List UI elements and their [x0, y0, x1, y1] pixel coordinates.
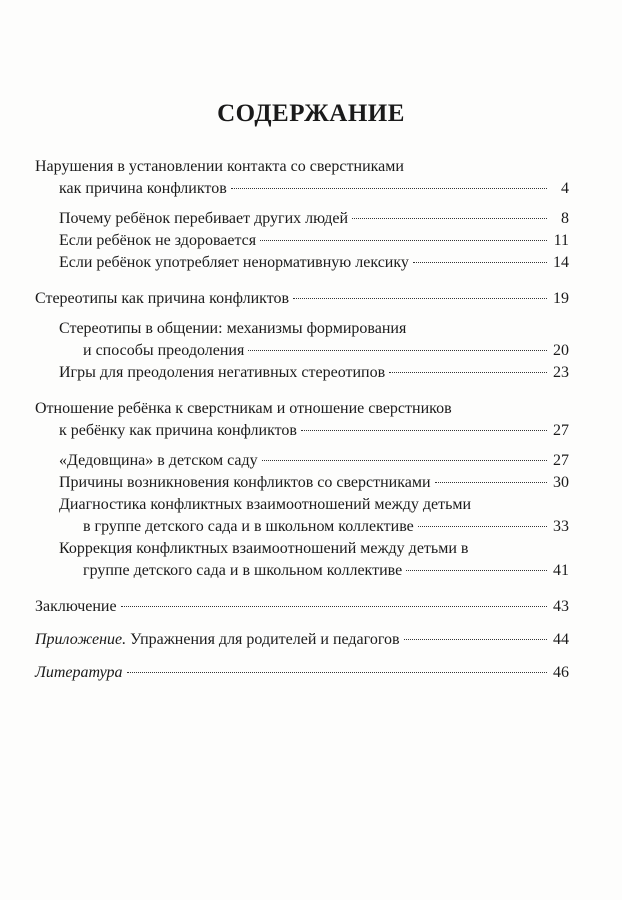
toc-leader-dots [418, 526, 547, 527]
toc-entry[interactable] [35, 629, 569, 651]
toc-spacer [35, 442, 569, 450]
toc-leader-dots [404, 639, 547, 640]
toc-leader-dots [231, 188, 547, 189]
toc-entry-line [35, 629, 569, 651]
toc-entry[interactable] [35, 362, 569, 384]
toc-spacer [35, 310, 569, 318]
toc-spacer [35, 651, 569, 662]
toc-entry[interactable] [35, 538, 569, 582]
toc-entry-line [59, 516, 569, 538]
toc-entry-title: Приложение. Упражнения для родителей и педагогов [35, 631, 400, 648]
toc-page-number: 41 [553, 562, 569, 579]
toc-entry[interactable] [35, 156, 569, 200]
toc-entry-italic-prefix: Приложение. [35, 631, 127, 648]
toc-spacer [35, 274, 569, 288]
toc-entry-line [59, 494, 569, 516]
toc-entry-title: к ребёнку как причина конфликтов [59, 422, 297, 439]
toc-entry-title: Если ребёнок употребляет ненормативную лексику [59, 254, 409, 271]
toc-entry[interactable] [35, 208, 569, 230]
toc-entry-title: Если ребёнок не здоровается [59, 232, 257, 249]
toc-leader-dots [248, 350, 547, 351]
toc-entry-line [35, 596, 569, 618]
toc-entry-line [35, 156, 569, 178]
toc-entry-title: Почему ребёнок перебивает других людей [59, 210, 349, 227]
toc-entry[interactable] [35, 398, 569, 442]
toc-entry-italic-prefix: Литература [35, 664, 123, 681]
toc-spacer [35, 200, 569, 208]
toc-entry-title: группе детского сада и в школьном коллективе [83, 562, 403, 579]
toc-entry-title: Диагностика конфликтных взаимоотношений между детьми [59, 496, 472, 513]
toc-leader-dots [127, 672, 547, 673]
toc-entry-title: Стереотипы как причина конфликтов [35, 290, 290, 307]
toc-leader-dots [121, 606, 547, 607]
toc-page-number: 11 [553, 232, 569, 249]
toc-page-number: 8 [561, 210, 569, 227]
toc-entry-line [59, 208, 569, 230]
toc-spacer [35, 582, 569, 596]
toc-entry-line [59, 340, 569, 362]
toc-entry[interactable] [35, 318, 569, 362]
toc-entry[interactable] [35, 288, 569, 310]
toc-entry[interactable] [35, 494, 569, 538]
toc-entry-line [59, 362, 569, 384]
toc-page-number: 19 [553, 290, 569, 307]
toc-entry-title: Причины возникновения конфликтов со сверстниками [59, 474, 431, 491]
toc-page-number: 30 [553, 474, 569, 491]
toc-entry-line [59, 472, 569, 494]
toc-entry-line [59, 560, 569, 582]
toc-entry[interactable] [35, 230, 569, 252]
toc-entry-title: Коррекция конфликтных взаимоотношений между детьми в [59, 540, 469, 557]
toc-page-number: 44 [553, 631, 569, 648]
toc-leader-dots [389, 372, 547, 373]
toc-page-number: 43 [553, 598, 569, 615]
toc-entry-line [59, 230, 569, 252]
toc-page-number: 14 [553, 254, 569, 271]
toc-entry-line [35, 662, 569, 684]
toc-entry[interactable] [35, 596, 569, 618]
toc-entry-line [35, 398, 569, 420]
toc-entry-title: в группе детского сада и в школьном коллективе [83, 518, 414, 535]
toc-spacer [35, 618, 569, 629]
toc-entry-title [35, 662, 123, 684]
toc-page-number: 46 [553, 664, 569, 681]
toc-entry-title: Заключение [35, 598, 117, 615]
toc-spacer [35, 384, 569, 398]
toc-entry[interactable] [35, 450, 569, 472]
toc-page-number: 27 [553, 452, 569, 469]
toc-entry[interactable] [35, 252, 569, 274]
toc-leader-dots [262, 460, 547, 461]
toc-page-number: 27 [553, 422, 569, 439]
toc-entry[interactable] [35, 472, 569, 494]
toc-page-number: 33 [553, 518, 569, 535]
toc-page-number: 23 [553, 364, 569, 381]
toc-entry-line [59, 318, 569, 340]
toc-entry-title: Игры для преодоления негативных стереотипов [59, 364, 386, 381]
toc-entry-line [35, 178, 569, 200]
toc-leader-dots [435, 482, 547, 483]
toc-leader-dots [260, 240, 547, 241]
toc-entry-title: и способы преодоления [83, 342, 245, 359]
toc-leader-dots [413, 262, 547, 263]
toc-leader-dots [406, 570, 547, 571]
toc-page-number: 4 [561, 180, 569, 197]
table-of-contents [35, 156, 569, 684]
toc-entry-line [59, 252, 569, 274]
toc-leader-dots [301, 430, 547, 431]
toc-entry-line [35, 288, 569, 310]
toc-entry-title: Отношение ребёнка к сверстникам и отношение сверстников [35, 400, 452, 417]
page-title: СОДЕРЖАНИЕ [217, 100, 405, 127]
toc-page-number: 20 [553, 342, 569, 359]
toc-entry-title: «Дедовщина» в детском саду [59, 452, 258, 469]
toc-entry-title: как причина конфликтов [59, 180, 227, 197]
toc-entry-line [35, 420, 569, 442]
toc-entry-title: Нарушения в установлении контакта со сверстниками [35, 158, 404, 175]
toc-leader-dots [352, 218, 547, 219]
toc-leader-dots [293, 298, 547, 299]
toc-entry-line [59, 538, 569, 560]
toc-entry[interactable] [35, 662, 569, 684]
toc-entry-line [59, 450, 569, 472]
toc-entry-title: Стереотипы в общении: механизмы формирования [59, 320, 407, 337]
